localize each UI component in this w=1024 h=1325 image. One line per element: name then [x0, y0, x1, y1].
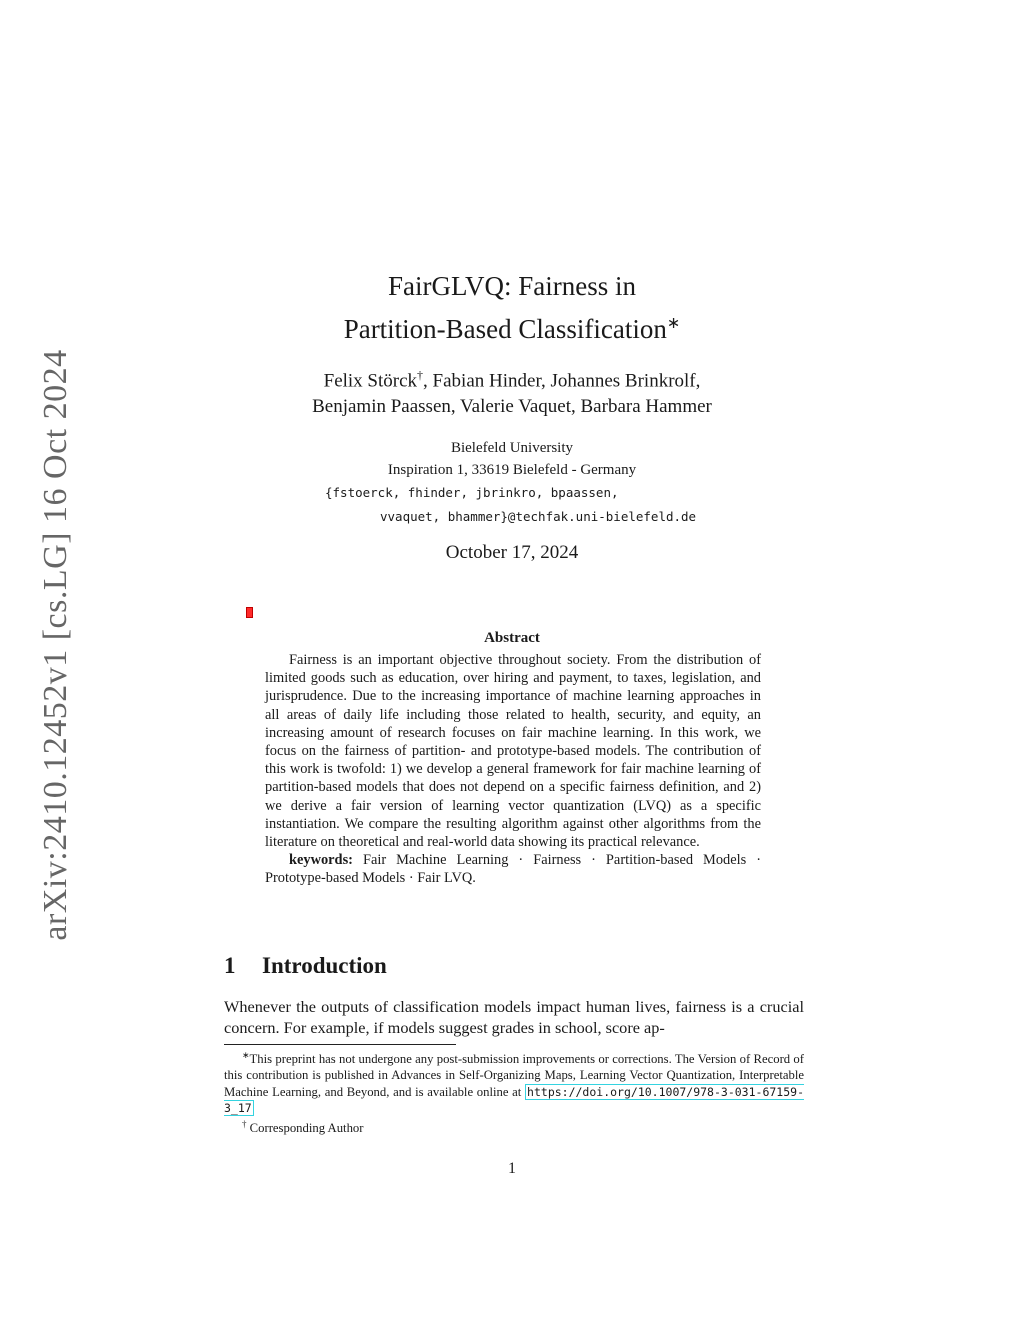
footnotes: [224, 1047, 804, 1136]
abstract-text: Fairness is an important objective throughout society. From the distribution of limited goods such as education, over hiring and payment, to taxes, legislation, and jurisprudence. Due to the increasing importance of machine learning approaches in all areas of daily life including those related to health, security, and equity, an increasing amount of research focuses on fair machine learning. In this work, we focus on the fairness of partition- and prototype-based models. The contribution of this work is twofold: 1) we develop a general framework for fair machine learning of partition-based models that does not depend on a specific fairness definition, and 2) we derive a fair version of learning vector quantization (LVQ) as a specific instantiation. We compare the resulting algorithm against other algorithms from the literature on theoretical and real-world data showing its practical relevance.: [265, 652, 761, 851]
section-heading: [224, 953, 387, 979]
abstract-body: [265, 651, 761, 888]
section-number: 1: [224, 953, 236, 978]
footnote-preprint: ∗This preprint has not undergone any post-submission improvements or corrections. The Version of Record of this contribution is published in Advances in Self-Organizing Maps, Learning Vector Quantization, Interpretable Machine Learning, and Beyond, and is available online at https://doi.org/10.1007/978-3-031-67159-3_17: [224, 1050, 804, 1115]
corresponding-author-marker: †: [417, 368, 424, 382]
title-line-1: FairGLVQ: Fairness in: [388, 271, 636, 301]
section-title: Introduction: [262, 953, 387, 978]
email-line-1: {fstoerck, fhinder, jbrinkro, bpaassen,: [325, 485, 619, 500]
paper-title: [0, 268, 1024, 348]
footnote-corresponding: † Corresponding Author: [242, 1119, 364, 1136]
author-line-1: Felix Störck†, Fabian Hinder, Johannes Brinkrolf,: [323, 368, 701, 392]
affiliation: [0, 437, 1024, 481]
title-footnote-marker: ∗: [666, 315, 681, 332]
footnote-rule: [224, 1044, 456, 1045]
arxiv-side-label: arXiv:2410.12452v1 [cs.LG] 16 Oct 2024: [37, 349, 74, 941]
address: Inspiration 1, 33619 Bielefeld - Germany: [387, 462, 637, 478]
author-line-2: Benjamin Paassen, Valerie Vaquet, Barbara Hammer: [312, 396, 712, 418]
keywords-label: keywords:: [289, 852, 353, 869]
keywords: [265, 851, 761, 887]
paper-date: October 17, 2024: [445, 542, 579, 563]
keywords-list: Fair Machine Learning · Fairness · Partition-based Models · Prototype-based Models · Fair LVQ.: [265, 852, 761, 887]
page-number: 1: [508, 1160, 516, 1177]
institution: Bielefeld University: [450, 440, 574, 456]
email-line-2: vvaquet, bhammer}@techfak.uni-bielefeld.de: [380, 509, 697, 524]
introduction-text: Whenever the outputs of classification models impact human lives, fairness is a crucial concern. For example, if models suggest grades in school, score ap-: [224, 997, 804, 1037]
abstract-heading: Abstract: [484, 630, 540, 646]
author-list: [0, 362, 1024, 420]
title-line-2: Partition-Based Classification∗: [343, 314, 681, 344]
doi-link[interactable]: https://doi.org/10.1007/978-3-031-67159-3_17: [224, 1084, 804, 1115]
annotation-marker-icon[interactable]: [246, 607, 253, 618]
